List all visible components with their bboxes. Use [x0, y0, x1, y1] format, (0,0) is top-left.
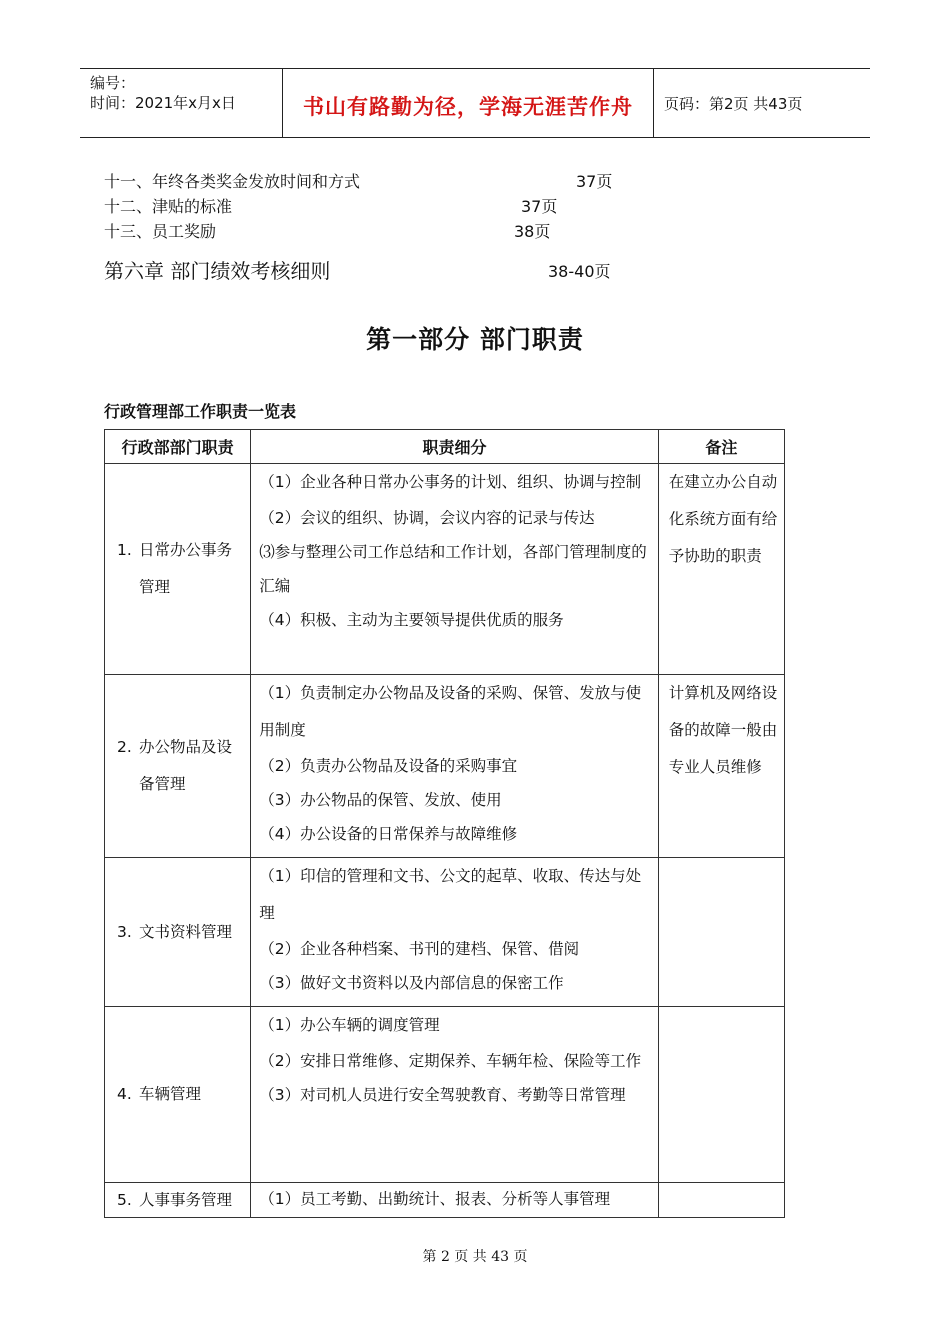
- header-motto: 书山有路勤为径，学海无涯苦作舟: [303, 95, 633, 119]
- table-caption: 行政管理部工作职责一览表: [104, 402, 297, 421]
- detail-item: （2）负责办公物品及设备的采购事宜: [259, 757, 518, 775]
- duty-details: [251, 464, 659, 675]
- detail-item: （4）积极、主动为主要领导提供优质的服务: [259, 611, 564, 629]
- table-header-row: [105, 430, 785, 464]
- toc-item-label: 十二、津贴的标准: [104, 197, 233, 216]
- category-line: 办公物品及设: [139, 738, 233, 756]
- date-label: 时间：2021年x月x日: [90, 94, 236, 112]
- duty-note: [658, 858, 784, 1007]
- detail-item: ⑶参与整理公司工作总结和工作计划，各部门管理制度的汇编: [259, 543, 647, 595]
- header-page-info: 页码：第2页 共43页: [664, 95, 803, 113]
- duty-note: 计算机及网络设备的故障一般由专业人员维修: [658, 675, 784, 858]
- duty-category: [105, 858, 251, 1007]
- duty-category: [105, 1183, 251, 1218]
- table-row: [105, 464, 785, 675]
- category-line: 管理: [139, 578, 171, 596]
- category-line: 备管理: [139, 775, 186, 793]
- table-row: [105, 675, 785, 858]
- row-number: 1.: [117, 541, 132, 559]
- page-header: [80, 68, 870, 138]
- duty-category: [105, 675, 251, 858]
- detail-item: （2）企业各种档案、书刊的建档、保管、借阅: [259, 940, 580, 958]
- toc-item-label: 第六章 部门绩效考核细则: [104, 259, 331, 283]
- part-title: 第一部分 部门职责: [366, 325, 584, 354]
- duty-note: [658, 1183, 784, 1218]
- column-header: 行政部部门职责: [105, 430, 251, 464]
- duty-details: [251, 858, 659, 1007]
- toc-item: [104, 169, 613, 192]
- duty-category: [105, 464, 251, 675]
- detail-item: （1）印信的管理和文书、公文的起草、收取、传达与处理: [259, 867, 642, 922]
- duty-note: 在建立办公自动化系统方面有给予协助的职责: [658, 464, 784, 675]
- toc-item-page: 37页: [576, 172, 613, 191]
- duty-details: [251, 1183, 659, 1218]
- table-row: [105, 1183, 785, 1218]
- toc-item-label: 十三、员工奖励: [104, 222, 217, 241]
- table-row: [105, 858, 785, 1007]
- duty-details: [251, 675, 659, 858]
- detail-item: （2）会议的组织、协调，会议内容的记录与传达: [259, 509, 595, 527]
- column-header: 备注: [658, 430, 784, 464]
- detail-item: （3）对司机人员进行安全驾驶教育、考勤等日常管理: [259, 1086, 626, 1104]
- duty-table: [104, 429, 785, 1218]
- page-footer: 第 2 页 共 43 页: [422, 1249, 528, 1265]
- duty-note: [658, 1007, 784, 1183]
- detail-item: （2）安排日常维修、定期保养、车辆年检、保险等工作: [259, 1052, 642, 1070]
- detail-item: （3）做好文书资料以及内部信息的保密工作: [259, 974, 564, 992]
- toc-item-page: 37页: [521, 197, 558, 216]
- detail-item: （1）负责制定办公物品及设备的采购、保管、发放与使用制度: [259, 684, 642, 739]
- header-divider: [653, 69, 654, 137]
- detail-item: （1）办公车辆的调度管理: [259, 1016, 440, 1034]
- detail-item: （3）办公物品的保管、发放、使用: [259, 791, 502, 809]
- category-line: 车辆管理: [139, 1085, 202, 1103]
- duty-category: [105, 1007, 251, 1183]
- header-meta: [90, 73, 236, 113]
- detail-item: （1）企业各种日常办公事务的计划、组织、协调与控制: [259, 473, 642, 491]
- toc-item-label: 十一、年终各类奖金发放时间和方式: [104, 172, 361, 191]
- row-number: 4.: [117, 1085, 132, 1103]
- row-number: 3.: [117, 922, 132, 941]
- row-number: 5.: [117, 1190, 132, 1209]
- row-number: 2.: [117, 738, 132, 756]
- duty-details: [251, 1007, 659, 1183]
- table-row: [105, 1007, 785, 1183]
- category-line: 日常办公事务: [139, 541, 233, 559]
- category-line: 人事事务管理: [139, 1190, 233, 1209]
- category-line: 文书资料管理: [139, 922, 233, 941]
- toc-item: [104, 194, 558, 217]
- detail-item: （1）员工考勤、出勤统计、报表、分析等人事管理: [259, 1190, 611, 1208]
- detail-item: （4）办公设备的日常保养与故障维修: [259, 825, 518, 843]
- toc-item-page: 38页: [514, 222, 551, 241]
- toc-item-page: 38-40页: [548, 262, 611, 281]
- toc-item: [104, 255, 611, 284]
- toc-item: [104, 219, 551, 242]
- serial-label: 编号：: [90, 74, 136, 92]
- column-header: 职责细分: [251, 430, 659, 464]
